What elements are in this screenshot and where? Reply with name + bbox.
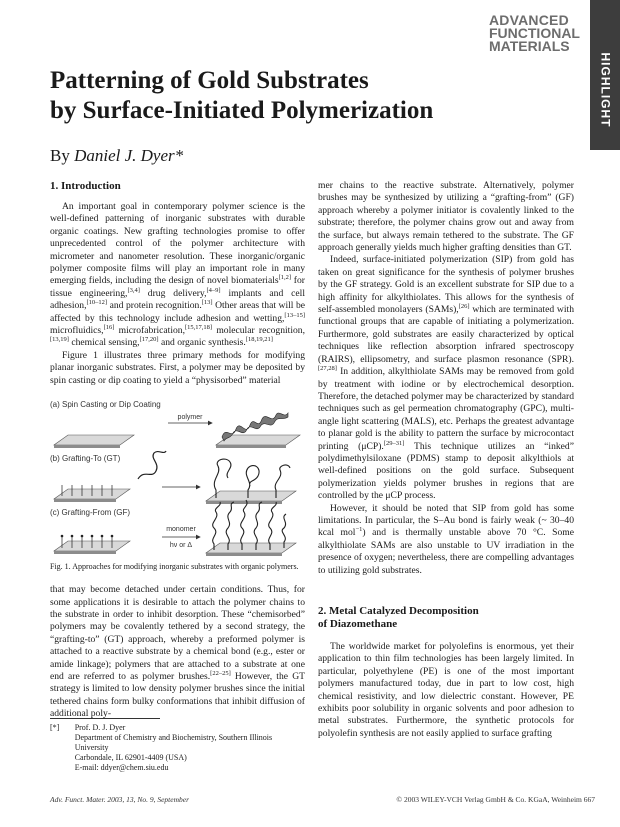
section-heading-introduction: 1. Introduction (50, 180, 121, 192)
intro-paragraph-3: that may become detached under certain conditions. Thus, for some applications it is desirable to attach the polymer chains to the substrate in order to inhibit desorption. These “chemisorbed” polymers may be covalently tethered by a second strategy, the “grafting-to” (GT) approach, whereby a preformed polymer is attached to a reactive substrate by a chemical bond (e.g., ester or amide linkage); polymers that are attached to a substrate at one end are referred to as polymer brushes.[22–25] However, the GT strategy is limited to low density polymer brushes since the initial tethered chains form bulky conformations that inhibit diffusion of additional poly- (50, 584, 305, 720)
footnote-mark: [*] (50, 723, 60, 732)
substrate-c-left (54, 535, 130, 554)
figure-1-diagram (50, 397, 305, 559)
intro-paragraph-1: An important goal in contemporary polymer science is the well-defined patterning of inorganic substrates with durable organic coatings. New grafting technologies promise to offer unprecedented control of the polymer architecture with micrometer and nanometer resolution. These inorganic/organic polymer composite films will play an important role in many emerging fields, including the design of novel biomaterials[1,2] for tissue engineering,[3,4] drug delivery,[4–9] implants and cell adhesion,[10–12] and protein recognition.[13] Other areas that will be affected by this technology include adhesion and wetting,[13–15] microfluidics,[16] microfabrication,[15,17,18] molecular recognition,[13,19] chemical sensing,[17,20] and organic synthesis.[18,19,21] (50, 201, 305, 349)
preformed-polymer-b (138, 451, 166, 479)
left-column (50, 180, 305, 721)
figure-1-caption: Fig. 1. Approaches for modifying inorganic substrates with organic polymers. (50, 562, 299, 572)
author-name: Daniel J. Dyer* (74, 146, 184, 165)
section-heading-2-line2: of Diazomethane (318, 618, 398, 630)
arrow-c-label-1: monomer (166, 526, 196, 534)
substrate-b-right (206, 459, 296, 504)
arrow-a-label: polymer (177, 414, 203, 422)
article-title-line2: by Surface-Initiated Polymerization (50, 97, 434, 124)
substrate-b-left (54, 485, 130, 502)
substrate-c-right (206, 500, 296, 556)
journal-logo-line3: MATERIALS (489, 38, 570, 54)
section-tab (590, 0, 620, 150)
right-paragraph-2: Indeed, surface-initiated polymerization (SIP) from gold has taken on great significance for the synthesis of polymer brushes by the GF strategy. Gold is an excellent substrate for SIP due to a high affinity for alkylthiolates. This allows for the synthesis of self-assembled monolayers (SAMs),[26] which are terminated with functional groups that are capable of initiating a polymerization. Furthermore, gold substrates are easily characterized by optical techniques like reflection absorption infrared spectroscopy (RAIRS), ellipsometry, and surface plasmon resonance (SPR).[27,28] In addition, alkylthiolate SAMs may be removed from gold by treatment with iodine or by electrochemical desorption. Therefore, the detached polymer may be characterized by standard techniques such as gel permeation chromatography (GPC), multi-angle light scattering (MALS), etc. Perhaps the greatest advantage to planar gold is the ability to pattern the surface by microcontact printing (μCP).[29–31] This technique utilizes an “inked” polydimethylsiloxane (PDMS) stamp to deposit alkylthiols at well-defined positions on the gold surface. Subsequent polymerization yields polymer brushes in regions that are controlled by the μCP process. (318, 254, 574, 502)
footnote-name: Prof. D. J. Dyer (74, 723, 126, 732)
section-tab-label: HIGHLIGHT (598, 52, 612, 128)
article-title-line1: Patterning of Gold Substrates (50, 67, 369, 94)
byline (50, 146, 183, 166)
section-heading-2-line1: 2. Metal Catalyzed Decomposition (318, 605, 479, 617)
intro-paragraph-2: Figure 1 illustrates three primary methods for modifying planar inorganic substrates. First, a polymer may be deposited by spin casting or dip coating to yield a “physisorbed” material (50, 349, 305, 386)
figure-1 (50, 397, 305, 559)
section-heading-2 (318, 605, 574, 631)
footnote-department: Department of Chemistry and Biochemistry, Southern Illinois University (74, 733, 273, 752)
right-column (318, 180, 574, 740)
figure-label-b: (b) Grafting-To (GT) (50, 454, 121, 464)
right-paragraph-3: However, it should be noted that SIP from gold has some limitations. In particular, the S–Au bond is fairly weak (~ 30–40 kcal mol$^{-1}$) and is thermally unstable above 70 °C. Some alkylthiolate SAMs are also unstable to UV irradiation in the presence of oxygen; nevertheless, there are compelling advantages to utilizing gold substrates. (318, 502, 574, 576)
footnote-rule (50, 718, 160, 719)
arrow-c-label-2: hν or Δ (169, 542, 193, 550)
figure-label-c: (c) Grafting-From (GF) (50, 508, 130, 518)
journal-logo-line1: ADVANCED (489, 12, 569, 28)
journal-logo-line2: FUNCTIONAL (489, 25, 580, 41)
right-paragraph-4: The worldwide market for polyolefins is enormous, yet their application to thin film technologies has been largely limited. In particular, polyethylene (PE) is one of the most important polymers manufactured today, due in part to low cost, high chemical resistivity, and low dielectric constant. However, PE exhibits poor solubility in organic solvents and poor adhesion to metal substrates. Furthermore, the synthetic protocols for polyolefin synthesis are not easily applied to surface grafting (318, 641, 574, 739)
substrate-a-right (216, 413, 300, 448)
figure-label-a: (a) Spin Casting or Dip Coating (50, 400, 161, 410)
page-footer (50, 795, 595, 804)
footnote-address: Carbondale, IL 62901-4409 (USA) (74, 753, 187, 762)
footnote-email: E-mail: ddyer@chem.siu.edu (74, 763, 169, 772)
right-paragraph-1: mer chains to the reactive substrate. Alternatively, polymer brushes may be synthesized by utilizing a “grafting-from” (GF) approach whereby a polymer initiator is covalently linked to the substrate; therefore, the polymer chains grow out and away from the surface, but always remain tethered to the substrate. The GF approach generally yields much higher grafting densities than GT. (318, 180, 574, 254)
byline-prefix: By (50, 146, 70, 165)
substrate-a-left (54, 435, 134, 448)
author-footnote (50, 718, 305, 773)
footer-copyright: © 2003 WILEY-VCH Verlag GmbH & Co. KGaA, Weinheim 667 (396, 795, 595, 804)
article-title (50, 66, 530, 126)
journal-logo (489, 14, 580, 53)
footer-citation: Adv. Funct. Mater. 2003, 13, No. 9, September (50, 795, 190, 804)
